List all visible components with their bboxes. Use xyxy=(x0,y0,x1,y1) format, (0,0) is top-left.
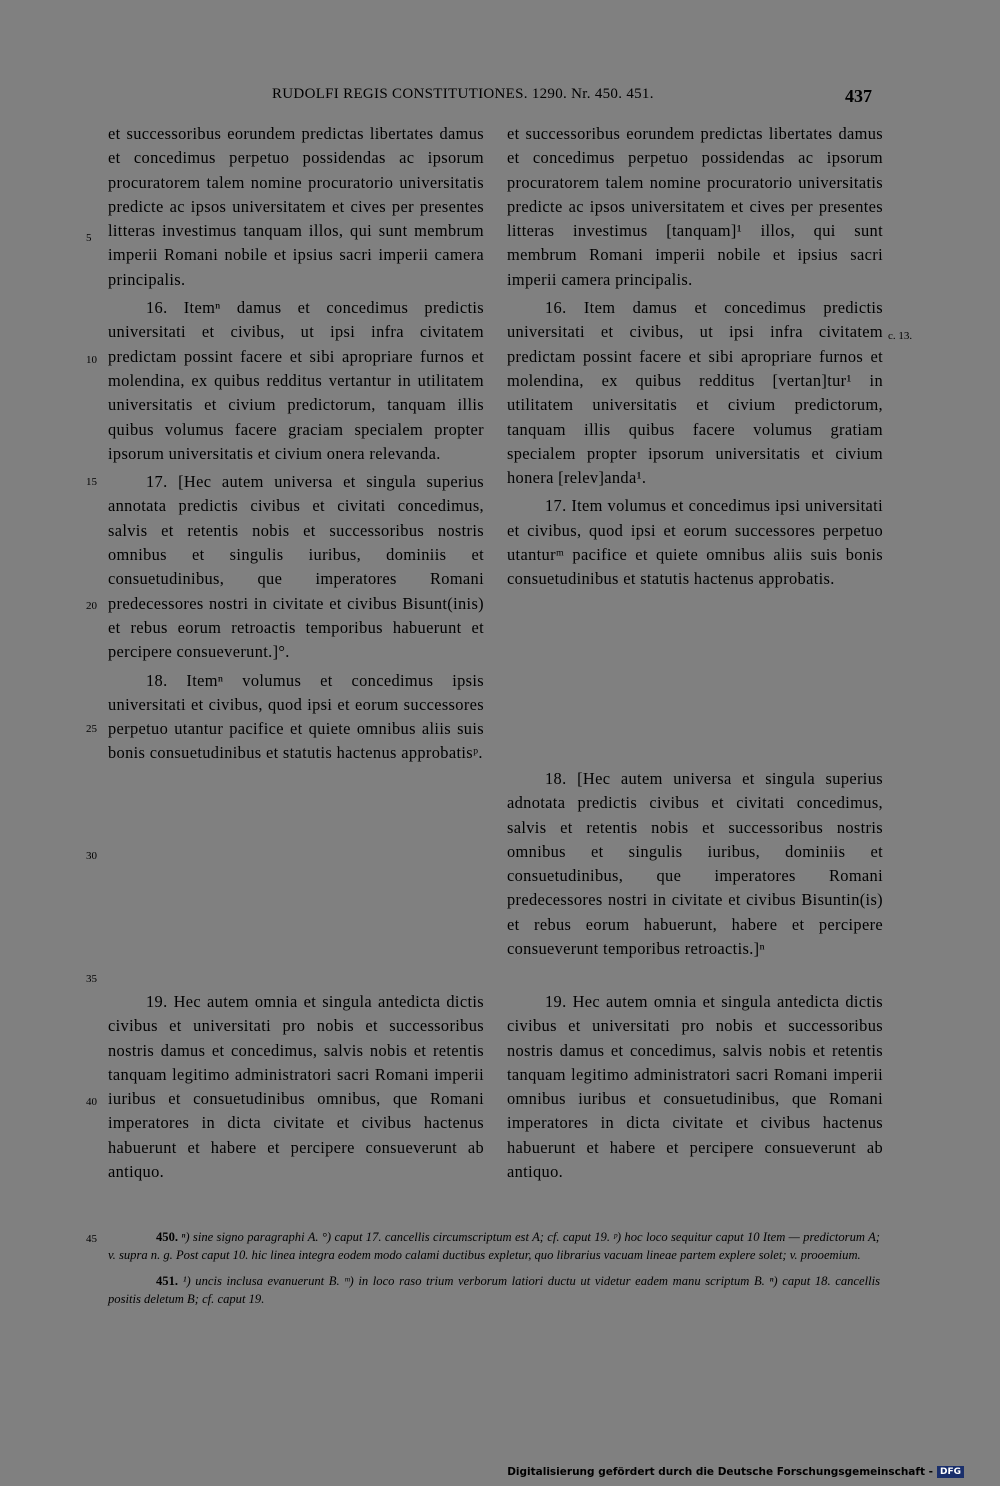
funding-footer xyxy=(507,1466,964,1478)
footnote-450-number: 450. xyxy=(156,1230,179,1244)
line-number: 45 xyxy=(86,1233,97,1245)
left-paragraph-16: 16. Itemⁿ damus et concedimus predictis universitati et civibus, ut ipsi infra civitatem predictam possint facere et sibi apropriare furnos et molendina, ex quibus redditus vertantur in utilitatem universitatis et civium predictorum, tanquam illis quibus volumus facere graciam specialem propter ipsorum universitatis et civium onera relevanda. xyxy=(108,298,484,463)
left-column-top xyxy=(108,122,484,766)
footnote-450 xyxy=(108,1228,880,1264)
line-number: 20 xyxy=(86,600,97,612)
line-number: 40 xyxy=(86,1096,97,1108)
line-number: 35 xyxy=(86,973,97,985)
funding-text: Digitalisierung gefördert durch die Deutsche Forschungsgemeinschaft - xyxy=(507,1466,933,1478)
left-paragraph-18: 18. Itemⁿ volumus et concedimus ipsis universitati et civibus, quod ipsi et eorum successores perpetuo utantur pacifice et quiete omnibus aliis suis bonis consuetudinibus et statutis hactenus approbatisᵖ. xyxy=(108,670,484,763)
right-paragraph-16: 16. Item damus et concedimus predictis universitati et civibus, ut ipsi infra civitatem predictam possint facere et sibi apropriare furnos et molendina, ex quibus redditus [vertan]tur¹ in utilitatem universitatis et civium predictorum, tanquam illis quibus facere volumus gratiam specialem propter ipsorum universitatis et civium honera [relev]anda¹. xyxy=(507,298,883,488)
margin-note: c. 13. xyxy=(888,330,913,342)
right-paragraph-19: 19. Hec autem omnia et singula antedicta dictis civibus et universitati pro nobis et successoribus nostris damus et concedimus, salvis nobis et retentis tanquam legitimo administratori sacri Romani imperii omnibus iuribus et consuetudinibus, que Romani imperatores in dicta civitate et civibus hactenus habuerunt et habere et percipere consueverunt ab antiquo. xyxy=(507,992,883,1182)
line-number: 30 xyxy=(86,850,97,862)
right-paragraph-18: 18. [Hec autem universa et singula superius adnotata predictis civibus et civitati concedimus, salvis et retentis nobis et successoribus nostris omnibus et singulis iuribus, dominiis et consuetudinibus, que imperatores Romani predecessores nostri in civitate et civibus Bisuntin(is) et rebus eorum habuerunt, habere et percipere consueverunt temporibus retroactis.]ⁿ xyxy=(507,769,883,959)
left-paragraph-19: 19. Hec autem omnia et singula antedicta dictis civibus et universitati pro nobis et successoribus nostris damus et concedimus, salvis nobis et retentis tanquam legitimo administratori sacri Romani imperii iuribus et consuetudinibus omnibus, que Romani imperatores in dicta civitate et civibus hactenus habuerunt et habere et percipere consueverunt ab antiquo. xyxy=(108,992,484,1182)
right-column-bottom xyxy=(507,990,883,1184)
line-number: 10 xyxy=(86,354,97,366)
right-column-middle xyxy=(507,767,883,961)
line-number: 15 xyxy=(86,476,97,488)
footnote-451-number: 451. xyxy=(156,1274,179,1288)
dfg-logo: DFG xyxy=(937,1466,964,1478)
page-number: 437 xyxy=(845,86,872,106)
line-number: 5 xyxy=(86,232,92,244)
line-number: 25 xyxy=(86,723,97,735)
footnote-451 xyxy=(108,1272,880,1308)
left-column-bottom xyxy=(108,990,484,1184)
right-column-top xyxy=(507,122,883,592)
footnote-451-text: ¹) uncis inclusa evanuerunt B. ᵐ) in loco raso trium verborum latiori ductu ut videtur eadem manu scriptum B. ⁿ) caput 18. cancellis positis deletum B; cf. caput 19. xyxy=(108,1274,880,1306)
left-paragraph-17: 17. [Hec autem universa et singula superius annotata predictis civibus et civitati concedimus, salvis et retentis nobis et successoribus nostris omnibus et singulis iuribus, dominiis et consuetudinibus, que imperatores Romani predecessores nostri in civitate et civibus Bisunt(inis) et rebus eorum retroactis temporibus habuerunt et percipere consueverunt.]°. xyxy=(108,472,484,662)
left-paragraph-15-end: et successoribus eorundem predictas libertates damus et concedimus perpetuo possidendas ac ipsorum procuratorem talem nomine procuratorio universitatis predicte ac ipsos universitatem et cives per presentes litteras investimus tanquam illos, qui sunt membrum imperii Romani nobile et ipsius sacri imperii camera principalis. xyxy=(108,124,484,289)
right-paragraph-17: 17. Item volumus et concedimus ipsi universitati et civibus, quod ipsi et eorum successores perpetuo utanturᵐ pacifice et quiete omnibus aliis suis bonis consuetudinibus et statutis hactenus approbatis. xyxy=(507,496,883,589)
running-header: RUDOLFI REGIS CONSTITUTIONES. 1290. Nr. 450. 451. xyxy=(272,86,654,102)
footnotes xyxy=(108,1228,880,1308)
right-paragraph-15-end: et successoribus eorundem predictas libertates damus et concedimus perpetuo possidendas ac ipsorum procuratorem talem nomine procuratorio universitatis predicte ac ipsos universitatem et cives per presentes litteras investimus [tanquam]¹ illos, qui sunt membrum Romani imperii nobile et ipsius sacri imperii camera principalis. xyxy=(507,124,883,289)
footnote-450-text: ⁿ) sine signo paragraphi A. °) caput 17. cancellis circumscriptum est A; cf. caput 19. ᵖ) hoc loco sequitur caput 10 Item — predictorum A; v. supra n. g. Post caput 10. hic linea integra eodem modo calami ductibus expletur, quo librarius vacuam lineae partem explere solet; v. prooemium. xyxy=(108,1230,880,1262)
